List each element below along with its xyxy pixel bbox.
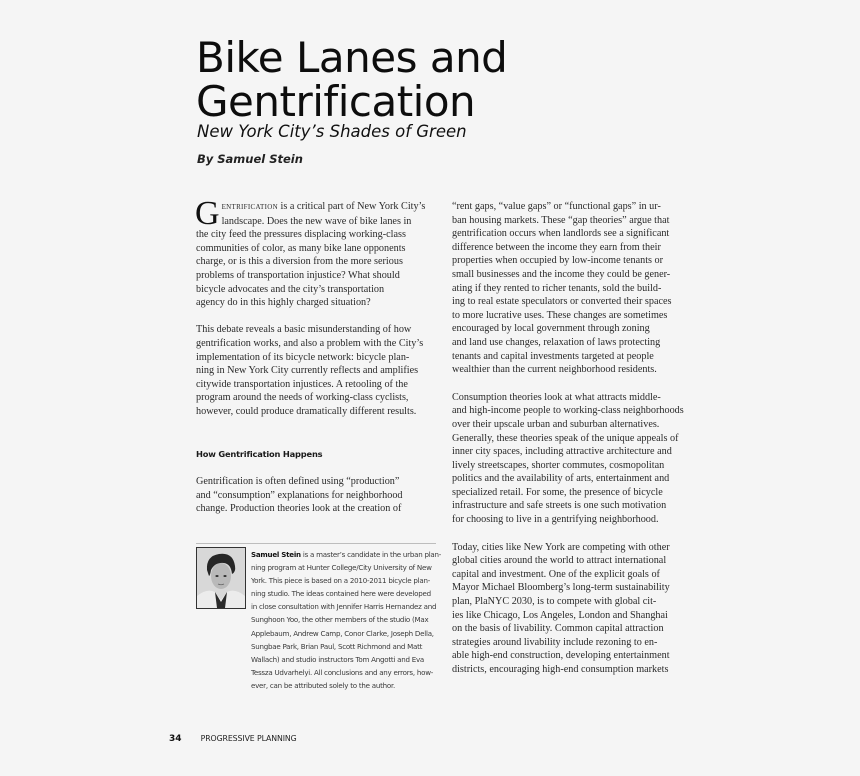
text-line: program around the needs of working-class cyclists, xyxy=(196,392,409,404)
bio-line: Samuel Stein is a master’s candidate in the urban plan- xyxy=(251,550,442,559)
text-line: entrification is a critical part of New York City’s xyxy=(221,201,426,212)
body-paragraph xyxy=(196,323,428,418)
text-line: difference between the income they earn from their xyxy=(452,241,661,253)
text-line: ies like Chicago, Los Angeles, London and Shanghai xyxy=(452,609,668,621)
bio-line: Wallach) and studio instructors Tom Angotti and Eva xyxy=(251,654,424,664)
text-line: ning in New York City currently reflects and amplifies xyxy=(196,365,419,377)
author-name: Samuel Stein xyxy=(251,550,301,559)
title-line-1: Bike Lanes and xyxy=(196,33,508,82)
text-line: ing to real estate speculators or converted their spaces xyxy=(452,296,672,308)
small-caps-lead: entrification xyxy=(221,202,278,212)
text-line: able high-end construction, developing entertainment xyxy=(452,650,670,662)
section-heading: How Gentrification Happens xyxy=(196,449,323,459)
intro-paragraph xyxy=(195,195,428,310)
publication-name: PROGRESSIVE PLANNING xyxy=(200,734,297,743)
text-line: change. Production theories look at the creation of xyxy=(196,503,402,515)
author-bio xyxy=(251,548,442,692)
text-line: properties when occupied by low-income tenants or xyxy=(452,255,664,267)
text-line: Consumption theories look at what attracts middle- xyxy=(452,391,661,403)
text-line: agency do in this highly charged situation? xyxy=(196,297,371,309)
body-paragraph xyxy=(452,541,720,677)
left-column xyxy=(195,195,428,432)
author-photo xyxy=(196,547,246,609)
text-line: Generally, these theories speak of the unique appeals of xyxy=(452,432,679,444)
text-line: ating if they rented to richer tenants, sold the build- xyxy=(452,282,662,294)
text-line: gentrification works, and also a problem with the City’s xyxy=(196,337,424,349)
text-line: plan, PlaNYC 2030, is to compete with global cit- xyxy=(452,596,657,608)
text-line: small businesses and the income they could be gener- xyxy=(452,268,671,280)
title-line-2: Gentrification xyxy=(196,77,476,126)
bio-line: ning studio. The ideas contained here were developed xyxy=(251,589,431,599)
text-line: Today, cities like New York are competing with other xyxy=(452,541,670,553)
body-paragraph xyxy=(452,391,720,527)
text-line: specialized retail. For some, the presence of bicycle xyxy=(452,486,663,498)
text-line: tenants and capital investments targeted at people xyxy=(452,350,654,362)
text-line: districts, encouraging high-end consumption markets xyxy=(452,664,669,675)
left-column-continued xyxy=(196,475,428,516)
text-line: to more lucrative uses. These changes are sometimes xyxy=(452,309,668,321)
bio-line: Sunghoon Yoo, the other members of the studio (Max xyxy=(251,615,429,625)
bio-line: in close consultation with Jennifer Harris Hernandez and xyxy=(251,602,437,612)
byline: By Samuel Stein xyxy=(197,152,303,166)
text-line: infrastructure and safe streets is one such motivation xyxy=(452,500,667,512)
text-line: encouraged by local government through zoning xyxy=(452,323,650,335)
author-portrait-icon xyxy=(197,548,245,608)
page-footer xyxy=(169,726,297,745)
text-line: and land use changes, relaxation of laws protecting xyxy=(452,336,661,348)
text-line: inner city spaces, including attractive architecture and xyxy=(452,446,672,458)
article-title xyxy=(196,33,536,126)
article-subtitle: New York City’s Shades of Green xyxy=(197,122,467,141)
text-line: problems of transportation injustice? What should xyxy=(196,269,400,281)
text-line: communities of color, as many bike lane opponents xyxy=(196,242,406,254)
text-line: gentrification occurs when landlords see a significant xyxy=(452,228,670,240)
text-line: for choosing to live in a gentrifying neighborhood. xyxy=(452,514,659,526)
text-line: implementation of its bicycle network: bicycle plan- xyxy=(196,351,410,363)
text-line: however, could produce dramatically different results. xyxy=(196,405,417,417)
body-paragraph xyxy=(452,200,720,377)
bio-line: ever, can be attributed solely to the author. xyxy=(251,680,395,690)
text-line: wealthier than the current neighborhood residents. xyxy=(452,364,657,376)
text-line: This debate reveals a basic misunderstanding of how xyxy=(196,324,412,336)
text-line: politics and the availability of arts, entertainment and xyxy=(452,473,670,485)
bio-line: Applebaum, Andrew Camp, Conor Clarke, Joseph Della, xyxy=(251,628,434,638)
bio-line: Sungbae Park, Brian Paul, Scott Richmond and Matt xyxy=(251,641,423,651)
text-line: the city feed the pressures displacing working-class xyxy=(196,229,406,241)
text-line: strategies around livability include rezoning to en- xyxy=(452,636,658,648)
text-line: Mayor Michael Bloomberg’s long-term sustainability xyxy=(452,582,670,594)
right-column xyxy=(452,200,720,690)
text-line: charge, or is this a diversion from the more serious xyxy=(196,256,403,268)
text-line: over their upscale urban and suburban alternatives. xyxy=(452,418,660,430)
text-line: citywide transportation injustices. A retooling of the xyxy=(196,378,408,390)
text-line: capital and investment. One of the explicit goals of xyxy=(452,568,660,580)
bio-line: Tessza Udvarhelyi. All conclusions and any errors, how- xyxy=(251,667,434,677)
text-line: bicycle advocates and the city’s transportation xyxy=(196,283,385,295)
drop-cap: G xyxy=(195,195,220,232)
text-line: ban housing markets. These “gap theories” argue that xyxy=(452,214,670,226)
text-line: and high-income people to working-class neighborhoods xyxy=(452,405,684,417)
text-line: “rent gaps, “value gaps” or “functional gaps” in ur- xyxy=(452,201,661,212)
text-line: and “consumption” explanations for neighborhood xyxy=(196,489,403,501)
text-line: global cities around the world to attract international xyxy=(452,555,667,567)
text-line: lively streetscapes, shorter commutes, cosmopolitan xyxy=(452,459,665,471)
text-line: Gentrification is often defined using “production” xyxy=(196,476,400,487)
page-number: 34 xyxy=(169,734,182,744)
text-line: on the basis of livability. Common capital attraction xyxy=(452,623,664,635)
bio-divider xyxy=(196,543,436,544)
bio-line: York. This piece is based on a 2010-2011 bicycle plan- xyxy=(251,576,431,586)
bio-line: ning program at Hunter College/City University of New xyxy=(251,563,432,573)
text-line: landscape. Does the new wave of bike lanes in xyxy=(221,215,412,227)
